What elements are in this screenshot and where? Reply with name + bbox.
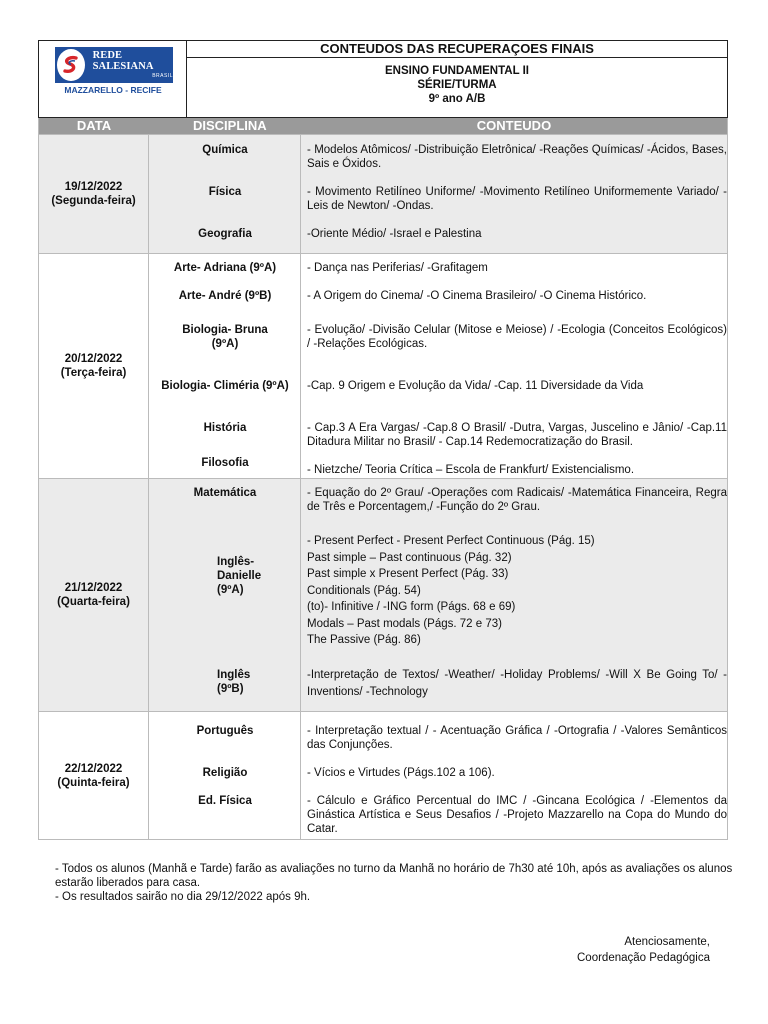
discipline-ed-fisica: Ed. Física bbox=[198, 795, 252, 807]
logo-subtitle: BRASIL bbox=[152, 73, 173, 79]
date-cell: 20/12/2022 (Terça-feira) bbox=[39, 254, 149, 478]
signer: Coordenação Pedagógica bbox=[577, 952, 710, 964]
discipline-portugues: Português bbox=[196, 725, 254, 737]
content-biologia-bruna: - Evolução/ -Divisão Celular (Mitose e Meiose) / -Ecologia (Conceitos Ecológicos) / -Relações Ecológicas. bbox=[307, 324, 727, 350]
discipline-geografia: Geografia bbox=[198, 228, 252, 240]
discipline-matematica: Matemática bbox=[193, 487, 257, 499]
logo-cell bbox=[39, 41, 187, 117]
content-fisica: - Movimento Retilíneo Uniforme/ -Movimento Retilíneo Uniformemente Variado/ -Leis de Newton/ -Ondas. bbox=[307, 186, 727, 212]
discipline-ingles-danielle: Inglês- Danielle (9ºA) bbox=[217, 556, 262, 596]
discipline-arte-andre: Arte- André (9ºB) bbox=[178, 290, 272, 302]
content-ingles-9b: -Interpretação de Textos/ -Weather/ -Holiday Problems/ -Will X Be Going To/ -Inventions/ -Technology bbox=[307, 669, 727, 698]
date-group-4 bbox=[39, 711, 727, 839]
content-arte-adriana: - Dança nas Periferias/ -Grafitagem bbox=[307, 262, 488, 274]
date-cell: 21/12/2022 (Quarta-feira) bbox=[39, 479, 149, 711]
document-title: CONTEUDOS DAS RECUPERAÇOES FINAIS bbox=[187, 41, 727, 58]
school-name: MAZZARELLO - RECIFE bbox=[64, 85, 162, 95]
date-group-2 bbox=[39, 253, 727, 478]
logo-title: REDE SALESIANA bbox=[92, 50, 154, 72]
discipline-quimica: Química bbox=[202, 144, 248, 156]
date-cell: 22/12/2022 (Quinta-feira) bbox=[39, 712, 149, 839]
serie-label: SÉRIE/TURMA bbox=[417, 79, 497, 91]
salesian-emblem-icon bbox=[55, 47, 87, 83]
content-historia: - Cap.3 A Era Vargas/ -Cap.8 O Brasil/ -Dutra, Vargas, Juscelino e Jânio/ -Cap.11 Ditadura Militar no Brasil/ - Cap.14 Redemocratização do Brasil. bbox=[307, 422, 727, 448]
header-data: DATA bbox=[76, 118, 112, 133]
date-cell: 19/12/2022 (Segunda-feira) bbox=[39, 135, 149, 253]
discipline-biologia-climeria: Biologia- Climéria (9ºA) bbox=[161, 380, 289, 392]
content-filosofia: - Nietzche/ Teoria Crítica – Escola de Frankfurt/ Existencialismo. bbox=[307, 464, 635, 476]
discipline-biologia-bruna: Biologia- Bruna (9ºA) bbox=[182, 324, 268, 350]
schedule-table bbox=[38, 118, 728, 840]
discipline-historia: História bbox=[203, 422, 247, 434]
content-geografia: -Oriente Médio/ -Israel e Palestina bbox=[307, 228, 482, 240]
content-portugues: - Interpretação textual / - Acentuação Gráfica / -Ortografia / -Valores Semânticos das Conjunções. bbox=[307, 725, 727, 751]
content-ingles-danielle: - Present Perfect - Present Perfect Continuous (Pág. 15) Past simple – Past continuous (Pág. 32) Past simple x Present Perfect (Pág. 33) Conditionals (Pág. 54) (to)- Infinitive / -ING form (Págs. 68 e 69) Modals – Past modals (Págs. 72 e 73) The Passive (Pág. 86) bbox=[307, 535, 595, 646]
header-conteudo: CONTEUDO bbox=[476, 118, 552, 133]
content-biologia-climeria: -Cap. 9 Origem e Evolução da Vida/ -Cap. 11 Diversidade da Vida bbox=[307, 380, 644, 392]
footnotes bbox=[55, 862, 735, 904]
document-header bbox=[38, 40, 728, 118]
rede-salesiana-logo bbox=[55, 47, 173, 83]
content-religiao: - Vícios e Virtudes (Págs.102 a 106). bbox=[307, 767, 495, 779]
discipline-ingles-9b: Inglês (9ºB) bbox=[217, 669, 251, 695]
content-ed-fisica: - Cálculo e Gráfico Percentual do IMC / -Gincana Ecológica / -Elementos da Ginástica Artística e Seus Desafios / -Projeto Mazzarello na Copa do Mundo do Catar. bbox=[307, 795, 727, 835]
serie-value: 9º ano A/B bbox=[428, 93, 486, 105]
footnote-1: - Todos os alunos (Manhã e Tarde) farão as avaliações no turno da Manhã no horário de 7h30 até 10h, após as avaliações os alunos estarão liberados para casa. bbox=[55, 863, 733, 889]
discipline-fisica: Física bbox=[208, 186, 242, 198]
date-group-1 bbox=[39, 134, 727, 253]
content-quimica: - Modelos Atômicos/ -Distribuição Eletrônica/ -Reações Químicas/ -Ácidos, Bases, Sais e Óxidos. bbox=[307, 144, 727, 170]
discipline-filosofia: Filosofia bbox=[201, 457, 249, 469]
discipline-arte-adriana: Arte- Adriana (9ºA) bbox=[173, 262, 277, 274]
closing: Atenciosamente, bbox=[624, 936, 710, 948]
content-matematica: - Equação do 2º Grau/ -Operações com Radicais/ -Matemática Financeira, Regra de Três e Porcentagem,/ -Função do 2º Grau. bbox=[307, 487, 727, 513]
header-disciplina: DISCIPLINA bbox=[193, 118, 267, 133]
date-group-3 bbox=[39, 478, 727, 711]
content-arte-andre: - A Origem do Cinema/ -O Cinema Brasileiro/ -O Cinema Histórico. bbox=[307, 290, 647, 302]
discipline-religiao: Religião bbox=[202, 767, 248, 779]
signature-block bbox=[577, 934, 710, 966]
footnote-2: - Os resultados sairão no dia 29/12/2022 após 9h. bbox=[55, 891, 311, 903]
education-level: ENSINO FUNDAMENTAL II bbox=[385, 65, 529, 77]
table-header bbox=[39, 118, 727, 134]
